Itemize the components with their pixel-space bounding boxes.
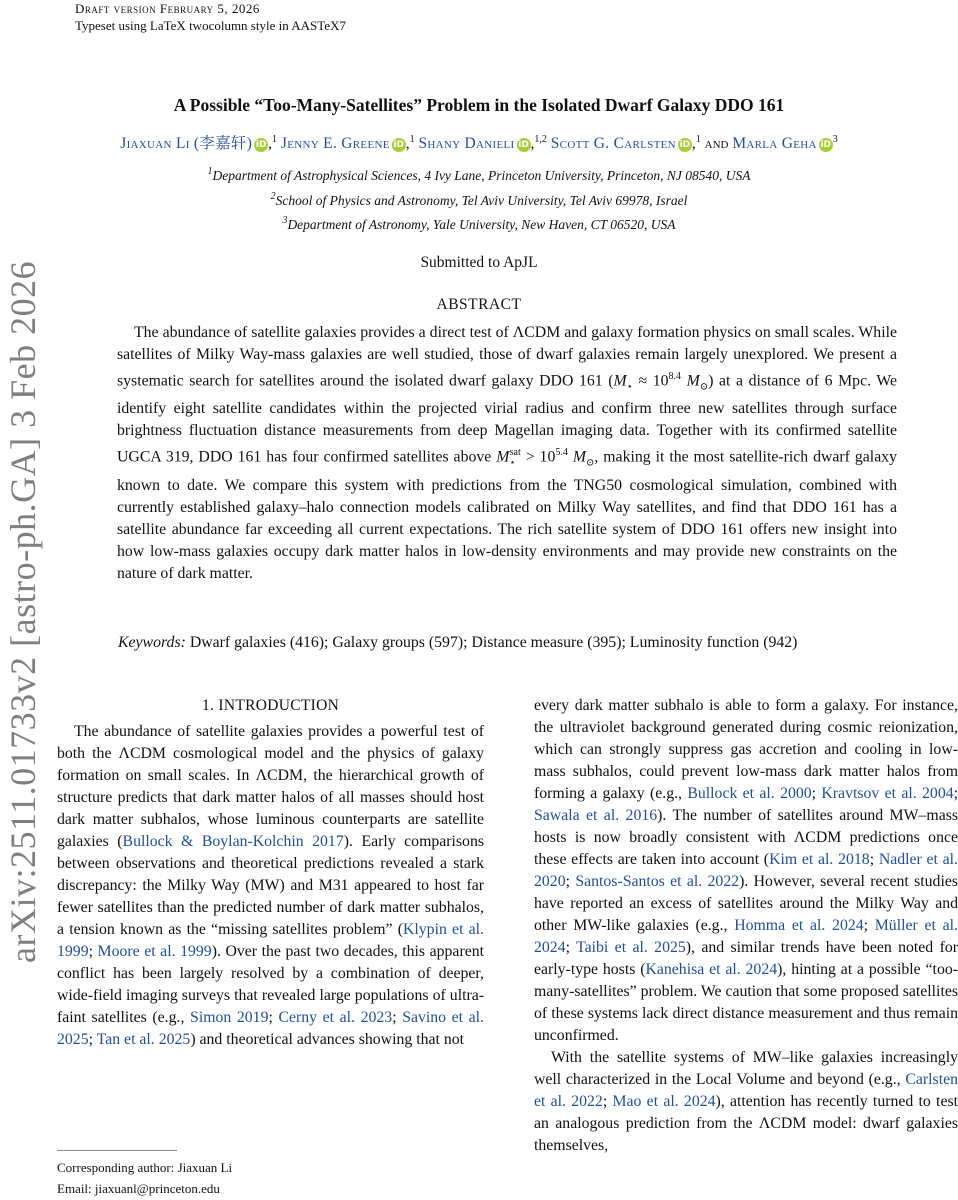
affil-sup: 1 bbox=[409, 134, 415, 145]
citation-link[interactable]: Kanehisa et al. 2024 bbox=[645, 961, 778, 978]
draft-version: Draft version February 5, 2026 bbox=[75, 1, 260, 16]
author-link[interactable]: Jenny E. Greene bbox=[280, 135, 390, 152]
email: Email: jiaxuanl@princeton.edu bbox=[57, 1181, 220, 1196]
keywords-list: Dwarf galaxies (416); Galaxy groups (597); Distance measure (395); Luminosity function (942) bbox=[189, 634, 798, 651]
citation-link[interactable]: Klypin et al. 1999 bbox=[57, 921, 484, 960]
affiliation: $^3$Department of Astronomy, Yale University, New Haven, CT 06520, USA bbox=[282, 215, 676, 232]
citation-link[interactable]: Sawala et al. 2016 bbox=[534, 807, 658, 824]
affiliation: $^1$Department of Astrophysical Sciences, 4 Ivy Lane, Princeton University, Princeton, NJ 08540, USA bbox=[207, 166, 751, 183]
abstract-heading: ABSTRACT bbox=[436, 296, 522, 313]
footnote bbox=[57, 1157, 232, 1199]
orcid-icon[interactable]: iD bbox=[518, 140, 529, 150]
citation-link[interactable]: Tan et al. 2025 bbox=[96, 1031, 191, 1048]
section-heading: 1. INTRODUCTION bbox=[201, 697, 340, 714]
author-link[interactable]: Jiaxuan Li (李嘉轩) bbox=[120, 135, 253, 152]
citation-link[interactable]: Moore et al. 1999 bbox=[97, 943, 212, 960]
author-link[interactable]: Scott G. Carlsten bbox=[550, 135, 676, 152]
keywords bbox=[118, 632, 958, 654]
page-header bbox=[75, 0, 346, 34]
typeset-note: Typeset using LaTeX twocolumn style in AASTeX7 bbox=[75, 18, 346, 33]
orcid-icon[interactable]: iD bbox=[679, 140, 691, 150]
citation-link[interactable]: Kim et al. 2018 bbox=[769, 851, 870, 868]
arxiv-stamp: arXiv:2511.01733v2 [astro-ph.GA] 3 Feb 2026 bbox=[3, 260, 43, 963]
right-column bbox=[534, 695, 958, 1157]
paper-title: A Possible “Too-Many-Satellites” Problem in the Isolated Dwarf Galaxy DDO 161 bbox=[173, 95, 785, 115]
affil-sup: 1 bbox=[695, 134, 701, 145]
author-list: Jiaxuan Li (李嘉轩) iD ,$^1$ Jenny E. Greene iD ,$^1$ Shany Danieli iD ,$^{1,2}$ Scott G. Carlsten iD ,$^1$ and Marla Geha iD $^3$ bbox=[120, 134, 838, 152]
citation-link[interactable]: Bullock & Boylan-Kolchin 2017 bbox=[122, 833, 344, 850]
footnote-divider bbox=[57, 1150, 177, 1151]
citation-link[interactable]: Simon 2019 bbox=[190, 1009, 269, 1026]
keywords-label: Keywords: bbox=[118, 634, 186, 651]
abstract-text: The abundance of satellite galaxies provides a direct test of ΛCDM and galaxy formation physics on small scales. While satellites of Milky Way-mass galaxies are well studied, those of dwarf galaxies remain largely unexplored. We present a systematic search for satellites around the isolated dwarf galaxy DDO 161 ($M_⋆ \approx 10^{8.4}$ $M_⊙$) at a distance of 6 Mpc. We identify eight satellite candidates within the projected virial radius and confirm three new satellites through surface brightness fluctuation distance measurements from deep Magellan imaging data. Together with its confirmed satellite UGCA 319, DDO 161 has four confirmed satellites above $M_⋆^{sat} > 10^{5.4}$ $M_⊙$, making it the most satellite-rich dwarf galaxy known to date. We compare this system with predictions from the TNG50 cosmological simulation, combined with currently established galaxy–halo connection models calibrated on Milky Way satellites, and find that DDO 161 has a satellite abundance far exceeding all current expectations. The rich satellite system of DDO 161 offers new insight into how low-mass galaxies occupy dark matter halos in low-density environments and may provide new constraints on the nature of dark matter. bbox=[117, 324, 897, 582]
paragraph: every dark matter subhalo is able to form a galaxy. For instance, the ultraviolet background generated during cosmic reionization, which can strongly suppress gas accretion and cooling in low-mass subhalos, could prevent low-mass dark matter halos from forming a galaxy (e.g., Bullock et al. 2000; Kravtsov et al. 2004; Sawala et al. 2016). The number of satellites around MW–mass hosts is now broadly consistent with ΛCDM predictions once these effects are taken into account (Kim et al. 2018; Nadler et al. 2020; Santos-Santos et al. 2022). However, several recent studies have reported an excess of satellites around the Milky Way and other MW-like galaxies (e.g., Homma et al. 2024; Müller et al. 2024; Taibi et al. 2025), and similar trends have been noted for early-type hosts (Kanehisa et al. 2024), hinting at a possible “too-many-satellites” problem. We caution that some proposed satellites of these systems lack direct distance measurement and thus remain unconfirmed. bbox=[534, 697, 958, 1044]
orcid-icon[interactable]: iD bbox=[393, 140, 405, 150]
citation-link[interactable]: Cerny et al. 2023 bbox=[278, 1009, 393, 1026]
and-word: and bbox=[704, 135, 729, 152]
orcid-icon[interactable]: iD bbox=[820, 140, 832, 150]
paragraph: The abundance of satellite galaxies provides a powerful test of both the ΛCDM cosmological model and the physics of galaxy formation on small scales. In ΛCDM, the hierarchical growth of structure predicts that dark matter halos of all masses should host dark matter subhalos, whose luminous counterparts are satellite galaxies (Bullock & Boylan-Kolchin 2017). Early comparisons between observations and theoretical predictions revealed a stark discrepancy: the Milky Way (MW) and M31 appeared to host far fewer satellites than the predicted number of dark matter subhalos, a tension known as the “missing satellites problem” (Klypin et al. 1999; Moore et al. 1999). Over the past two decades, this apparent conflict has been largely resolved by a combination of deeper, wide-field imaging surveys that revealed large populations of ultra-faint satellites (e.g., Simon 2019; Cerny et al. 2023; Savino et al. 2025; Tan et al. 2025) and theoretical advances showing that not bbox=[57, 723, 485, 1048]
orcid-icon[interactable]: iD bbox=[255, 140, 267, 150]
author-link[interactable]: Shany Danieli bbox=[418, 135, 515, 152]
author-link[interactable]: Marla Geha bbox=[732, 135, 817, 152]
citation-link[interactable]: Müller et al. 2024 bbox=[534, 917, 958, 956]
left-column bbox=[57, 721, 484, 1051]
submission-note: Submitted to ApJL bbox=[420, 254, 538, 271]
citation-link[interactable]: Savino et al. 2025 bbox=[57, 1009, 485, 1048]
affil-sup: 1,2 bbox=[534, 134, 547, 145]
citation-link[interactable]: Taibi et al. 2025 bbox=[576, 939, 686, 956]
affil-sup: 1 bbox=[272, 134, 278, 145]
citation-link[interactable]: Kravtsov et al. 2004 bbox=[821, 785, 954, 802]
citation-link[interactable]: Nadler et al. 2020 bbox=[534, 851, 958, 890]
citation-link[interactable]: Homma et al. 2024 bbox=[734, 917, 864, 934]
affil-sup: 3 bbox=[832, 134, 838, 145]
paragraph: With the satellite systems of MW–like galaxies increasingly well characterized in the Local Volume and beyond (e.g., Carlsten et al. 2022; Mao et al. 2024), attention has recently turned to test an analogous prediction from the ΛCDM model: dwarf galaxies themselves, bbox=[534, 1049, 958, 1154]
citation-link[interactable]: Carlsten et al. 2022 bbox=[534, 1071, 958, 1110]
affiliations bbox=[0, 162, 958, 236]
corresponding-author: Corresponding author: Jiaxuan Li bbox=[57, 1160, 233, 1175]
citation-link[interactable]: Santos-Santos et al. 2022 bbox=[575, 873, 740, 890]
citation-link[interactable]: Mao et al. 2024 bbox=[612, 1093, 716, 1110]
citation-link[interactable]: Bullock et al. 2000 bbox=[687, 785, 812, 802]
affiliation: $^2$School of Physics and Astronomy, Tel Aviv University, Tel Aviv 69978, Israel bbox=[270, 190, 688, 208]
